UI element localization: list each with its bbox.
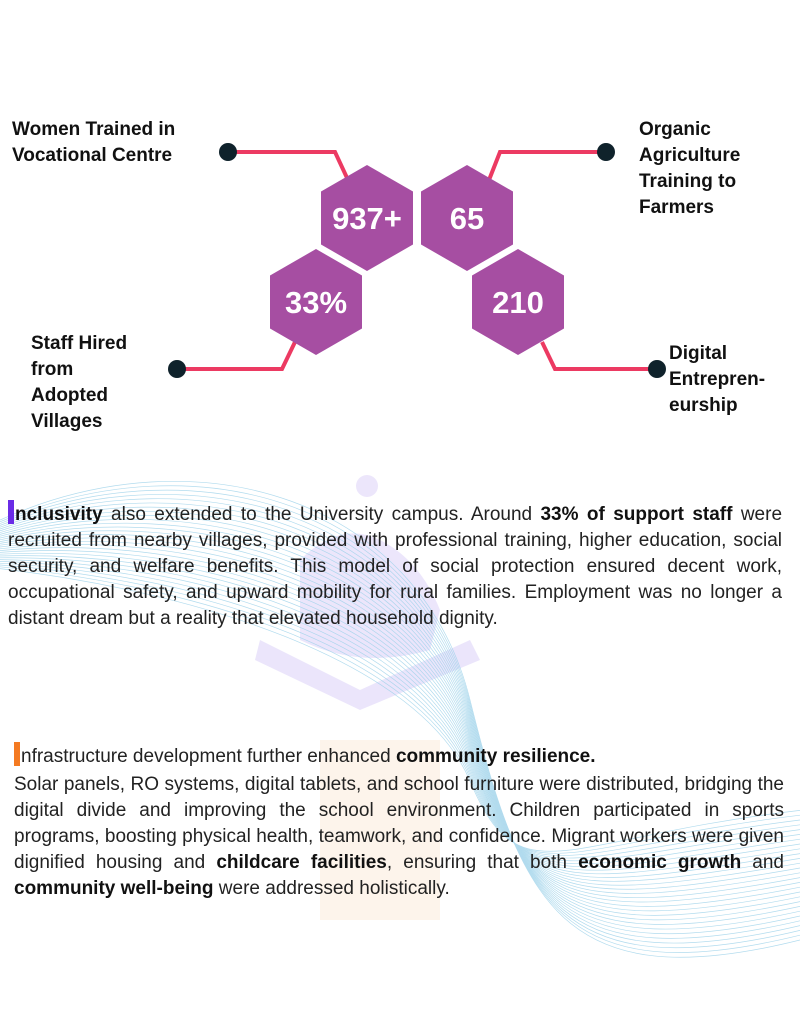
text: were recruited from nearby villages, provided with professional training, higher education, social security, and welfare benefits. This model of social protection ensured decent work, occupational safety, and upward mobility for rural families. Employment was no longer a distant dream but a reality that elevated household dignity. <box>8 504 783 629</box>
stat-value: 65 <box>449 201 485 236</box>
text: Solar panels, RO systems, digital tablets, and school furniture were distributed, bridging the digital divide and improving the school environment. Children participated in sports programs, boosting physical health, teamwork, and confidence. Migrant workers were given dignified housing and <box>14 774 784 873</box>
connector-dot <box>648 360 666 378</box>
stat-value: 33% <box>284 285 348 320</box>
infrastructure-heading <box>14 742 788 770</box>
inclusivity-paragraph <box>8 500 782 632</box>
text: were addressed holistically. <box>213 878 450 899</box>
infrastructure-accent-bar <box>14 742 20 766</box>
bold-text: community resilience. <box>395 746 596 767</box>
connector-line <box>542 342 657 369</box>
connector-line <box>177 342 295 369</box>
inclusivity-lead: nclusivity <box>15 504 103 525</box>
label-women-trained: Women Trained in Vocational Centre <box>12 119 176 166</box>
label-digital-entrepreneurship: Digital Entrepren- eurship <box>669 343 766 416</box>
connector-dot <box>168 360 186 378</box>
text: , ensuring that both <box>386 852 579 873</box>
stat-value: 210 <box>492 285 544 320</box>
bold-text: childcare facilities <box>216 852 387 873</box>
connector-line <box>489 152 606 180</box>
infrastructure-paragraph <box>14 772 784 902</box>
label-organic-agriculture: Organic Agriculture Training to Farmers <box>639 119 741 218</box>
text: also extended to the University campus. Around <box>102 504 541 525</box>
text: nfrastructure development further enhanced <box>21 746 396 767</box>
inclusivity-accent-bar <box>8 500 14 524</box>
label-staff-hired: Staff Hired from Adopted Villages <box>31 333 128 432</box>
connector-dot <box>219 143 237 161</box>
connector-dot <box>597 143 615 161</box>
bold-text: economic growth <box>578 852 742 873</box>
stat-value: 937+ <box>332 201 402 236</box>
connector-line <box>228 152 348 180</box>
bold-text: community well-being <box>14 878 214 899</box>
text: and <box>741 852 784 873</box>
bold-text: 33% of support staff <box>540 504 733 525</box>
